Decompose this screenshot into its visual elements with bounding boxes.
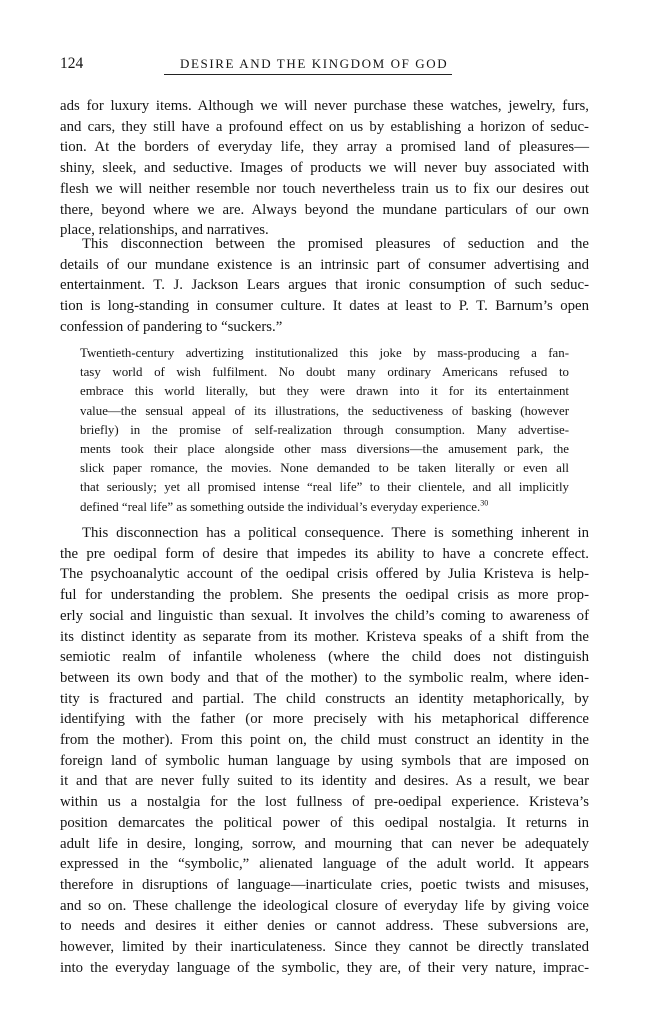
- paragraph-line: This disconnection between the promised pleasures of seduction and the: [82, 236, 589, 252]
- running-title: DESIRE AND THE KINGDOM OF GOD: [180, 56, 449, 71]
- paragraph-line: from the mother). From this point on, the child must construct an identity in the: [60, 732, 589, 749]
- paragraph-line: within us a nostalgia for the lost fullness of pre-oedipal experience. Kristeva’s: [60, 794, 589, 811]
- running-head: [60, 55, 588, 77]
- paragraph-line: entertainment. T. J. Jackson Lears argues that ironic consumption of such seduc-: [60, 277, 589, 294]
- quote-line: Twentieth-century advertizing institutionalized this joke by mass-producing a fan-: [80, 346, 569, 360]
- paragraph-line: it and that are never fully suited to its identity and desires. As a result, we bear: [60, 773, 589, 790]
- paragraph-line: ful for understanding the problem. She presents the oedipal crisis as more prop-: [60, 587, 589, 604]
- paragraph-line: ads for luxury items. Although we will never purchase these watches, jewelry, furs,: [60, 98, 589, 114]
- quote-line: briefly) in the promise of self-realization through consumption. Many advertise-: [80, 422, 569, 437]
- paragraph-1: [60, 96, 589, 241]
- quote-line-text: defined “real life” as something outside the individual’s everyday experience.: [80, 499, 481, 514]
- paragraph-line: foreign land of symbolic human language by using symbols that are imposed on: [60, 752, 589, 769]
- paragraph-line: and cars, they still have a profound effect on us by establishing a horizon of seduc-: [60, 118, 589, 135]
- paragraph-line: flesh we will neither resemble nor touch nevertheless train us to fix our desires out: [60, 180, 589, 197]
- quote-line: ments took their place alongside other mass diversions—the amusement park, the: [80, 442, 569, 457]
- paragraph-line: details of our mundane existence is an intrinsic part of consumer advertising and: [60, 256, 589, 273]
- quote-line-last: [80, 498, 569, 517]
- paragraph-line: the pre oedipal form of desire that impedes its ability to have a concrete effect.: [60, 545, 589, 562]
- paragraph-line: semiotic realm of infantile wholeness (where the child does not distinguish: [60, 649, 589, 666]
- block-quote: [80, 344, 569, 517]
- paragraph-line: shiny, sleek, and seductive. Images of products we will never buy associated with: [60, 160, 589, 177]
- quote-line: value—the sensual appeal of its illustrations, the seductiveness of basking (however: [80, 403, 569, 418]
- paragraph-line: confession of pandering to “suckers.”: [60, 318, 283, 335]
- paragraph-line: therefore in disruptions of language—inarticulate cries, poetic twists and misuses,: [60, 876, 589, 893]
- quote-line: slick paper romance, the movies. None demanded to be taken literally or even all: [80, 461, 569, 476]
- paragraph-line: expressed in the “symbolic,” alienated language of the adult world. It appears: [60, 856, 589, 873]
- paragraph-line: The psychoanalytic account of the oedipal crisis offered by Julia Kristeva is help-: [60, 566, 589, 583]
- paragraph-line: between its own body and that of the mother) to the symbolic realm, where iden-: [60, 669, 589, 686]
- paragraph-line: tity is fractured and partial. The child constructs an identity metaphorically, by: [60, 690, 589, 707]
- paragraph-3: [60, 523, 589, 978]
- paragraph-line: place, relationships, and narratives.: [60, 222, 269, 239]
- quote-line: tasy world of wish fulfilment. No doubt many ordinary Americans refused to: [80, 365, 569, 380]
- quote-line: embrace this world literally, but they were drawn into it for its entertainment: [80, 384, 569, 399]
- paragraph-line: tion is long-standing in consumer culture. It dates at least to P. T. Barnum’s open: [60, 298, 589, 315]
- paragraph-line: This disconnection has a political consequence. There is something inherent in: [82, 525, 589, 541]
- paragraph-line: position demarcates the political power of this oedipal nostalgia. It returns in: [60, 814, 589, 831]
- page-number: 124: [60, 55, 84, 72]
- paragraph-line: however, limited by their inarticulateness. Since they cannot be directly translated: [60, 939, 589, 956]
- paragraph-line: adult life in desire, longing, sorrow, and mourning that can never be adequately: [60, 835, 589, 852]
- paragraph-line: there, beyond where we are. Always beyond the mundane particulars of our own: [60, 201, 589, 218]
- header-rule: [164, 74, 452, 75]
- paragraph-line: erly social and linguistic than sexual. It involves the child’s coming to awareness of: [60, 607, 589, 624]
- paragraph-line: and so on. These challenge the ideological closure of everyday life by giving voice: [60, 897, 589, 914]
- paragraph-line: to needs and desires it either denies or cannot address. These subversions are,: [60, 918, 589, 935]
- quote-line: that seriously; yet all promised intense “real life” to their clientele, and all implicitly: [80, 480, 569, 495]
- paragraph-line: identifying with the father (or more precisely with his metaphorical difference: [60, 711, 589, 728]
- paragraph-line: into the everyday language of the symbolic, they are, of their very nature, imprac-: [60, 959, 589, 976]
- paragraph-line: its distinct identity as separate from its mother. Kristeva speaks of a shift from the: [60, 628, 589, 645]
- paragraph-2: [60, 234, 589, 338]
- endnote-reference[interactable]: 30: [480, 498, 489, 508]
- paragraph-line: tion. At the borders of everyday life, they array a promised land of pleasures—: [60, 139, 589, 156]
